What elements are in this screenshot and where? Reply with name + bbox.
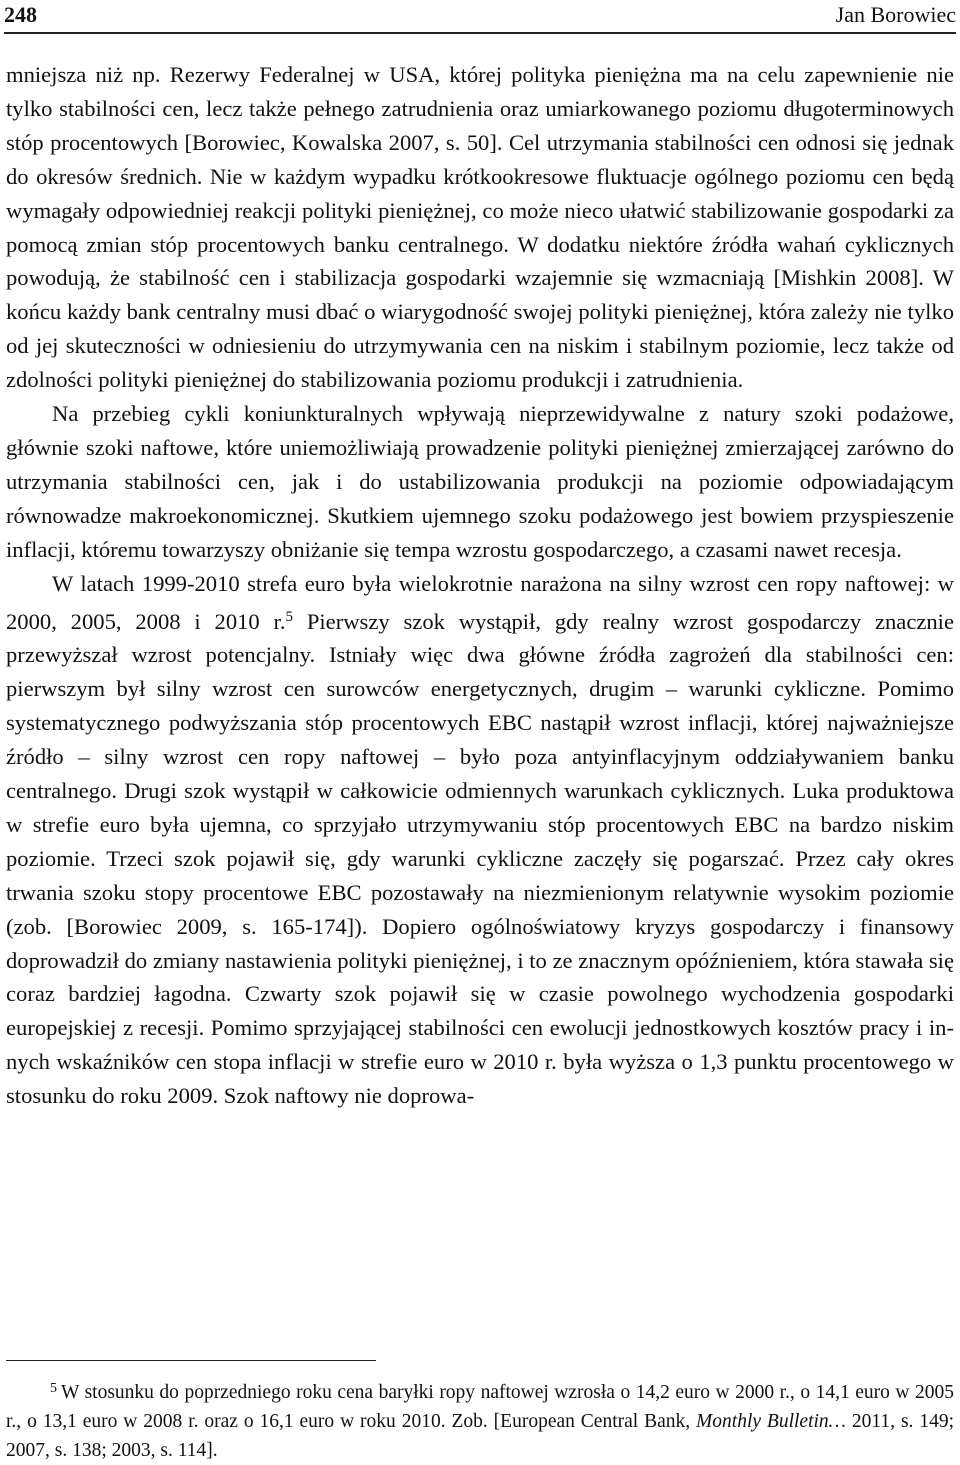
footnote-text-b: 2011, s. 149; 2007, s. 138; 2003, s. 114]. [6,1411,954,1461]
paragraph-1: mniejsza niż np. Rezerwy Federalnej w USA, której polityka pieniężna ma na celu zapewnienie nie tylko stabilności cen, lecz także pełnego zatrudnienia oraz umiarkowanego poziomu długoterminowych stóp procentowych [Borowiec, Kowalska 2007, s. 50]. Cel utrzymania stabilności cen odnosi się jednak do okresów średnich. Nie w każdym wypadku krótkookresowe fluktuacje ogólnego poziomu cen będą wymagały odpowiedniej reakcji polityki pieniężnej, co może nieco ułatwić stabilizowanie gospodarki za pomocą zmian stóp procentowych banku centralnego. W dodatku niektóre źródła wahań cyklicznych powodują, że stabilność cen i stabilizacja gospodarki wzajemnie się wzmacniają [Mishkin 2008]. W końcu każdy bank centralny musi dbać o wiarygodność swojej polityki pieniężnej, która zależy nie tylko od jej skuteczności w odniesieniu do utrzymywania cen na niskim i stabilnym poziomie, lecz także od zdolności polityki pieniężnej do stabilizowania poziomu produkcji i zatrudnienia. [6,62,954,393]
footnote-italic-title: Monthly Bulletin… [696,1411,846,1432]
footnote-number: 5 [50,1381,57,1396]
paragraph-3 [6,567,954,1114]
paragraph-3-text-b: Pierwszy szok wystąpił, gdy realny wzrost gospodarczy znacznie przewyższał wzrost potencjalny. Istniały więc dwa główne źródła zagrożeń dla stabilności cen: pierwszym był silny wzrost cen surowców energetycznych, drugim – warunki cykliczne. Pomimo systematycznego podwyższania stóp procentowych EBC nastąpił wzrost inflacji, której najważniejsze źródło – silny wzrost cen ropy naftowej – było poza antyinflacyjnym oddziaływaniem banku centralnego. Drugi szok wystąpił w całkowicie odmiennych warunkach cyklicznych. Luka produktowa w strefie euro była ujemna, co sprzyjało utrzymywaniu stóp procentowych EBC na bardzo niskim poziomie. Trzeci szok pojawił się, gdy warunki cykliczne zaczęły się pogarszać. Przez cały okres trwania szoku stopy procentowe EBC pozostawały na niezmienionym relatywnie wysokim poziomie (zob. [Borowiec 2009, s. 165-174]). Dopiero ogólnoświatowy kryzys gospodarczy i finansowy doprowadził do zmiany nastawienia polityki pieniężnej, i to ze znacznym opóźnieniem, która stawała się coraz bardziej łagodna. Czwarty szok pojawił się w czasie powolnego wychodzenia gospodarki europejskiej z recesji. Pomimo sprzyjającej stabilności cen ewolucji jednostkowych kosztów pracy i innych wskaźników cen stopa inflacji w strefie euro w 2010 r. była wyższa o 1,3 punktu procentowego w stosunku do roku 2009. Szok naftowy nie doprowa- [6,608,954,1109]
page-number: 248 [4,2,37,27]
page-header [4,0,956,34]
body-text [6,58,954,1113]
footnote-text-a: W stosunku do poprzedniego roku cena baryłki ropy naftowej wzrosła o 14,2 euro w 2000 r., o 14,1 euro w 2005 r., o 13,1 euro w 2008 r. oraz o 16,1 euro w roku 2010. Zob. [European Central Bank, [6,1382,954,1432]
running-head-author: Jan Borowiec [835,2,956,27]
footnote-divider [6,1360,376,1361]
paragraph-2: Na przebieg cykli koniunkturalnych wpływają nieprzewidywalne z natury szoki podażowe, głównie szoki naftowe, które uniemożliwiają prowadzenie polityki pieniężnej zmierzającej zarówno do utrzymania stabilności cen, jak i do ustabilizowania produkcji na poziomie odpowiadającym równowadze makroekonomicznej. Skutkiem ujemnego szoku podażowego jest bowiem przyspieszenie inflacji, któremu towarzyszy obniżanie się tempa wzrostu gospodarczego, a czasami nawet recesja. [6,401,954,562]
footnote [6,1374,954,1465]
footnote-reference: 5 [285,608,293,625]
paragraph-3-text-a: W latach 1999-2010 strefa euro była wielokrotnie narażona na silny wzrost cen ropy naftowej: w 2000, 2005, 2008 i 2010 r. [6,570,954,634]
